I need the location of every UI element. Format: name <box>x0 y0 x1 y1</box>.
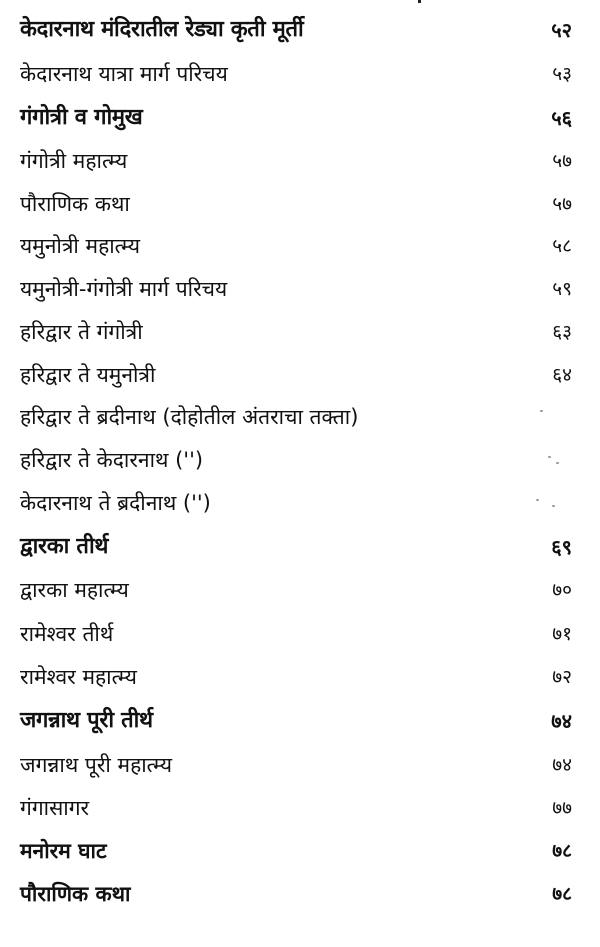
toc-entry-title: हरिद्वार ते गंगोत्री <box>20 320 143 344</box>
toc-entry <box>0 527 600 567</box>
scan-speck <box>552 505 555 507</box>
toc-entry <box>0 397 600 437</box>
toc-entry-page: ७८ <box>552 840 572 862</box>
toc-entry-title: हरिद्वार ते ब्रदीनाथ (दोहोतील अंतराचा तक्ता) <box>20 405 359 429</box>
toc-entry <box>0 54 600 94</box>
toc-entry-title: द्वारका तीर्थ <box>20 534 109 559</box>
toc-entry <box>0 614 600 654</box>
toc-entry-title: यमुनोत्री-गंगोत्री मार्ग परिचय <box>20 277 228 301</box>
toc-entry-title: केदारनाथ यात्रा मार्ग परिचय <box>20 62 228 86</box>
toc-entry <box>0 355 600 395</box>
toc-entry <box>0 10 600 50</box>
toc-entry-title: रामेश्वर महात्म्य <box>20 665 137 689</box>
scan-speck <box>548 456 551 458</box>
toc-entry-title: गंगोत्री व गोमुख <box>20 105 143 130</box>
toc-entry-title: केदारनाथ ते ब्रदीनाथ ('') <box>20 491 211 515</box>
scan-speck <box>540 410 543 412</box>
toc-entry-page: ५९ <box>552 278 572 300</box>
toc-entry-page: ५७ <box>552 150 572 172</box>
toc-entry-page: ५३ <box>552 63 572 85</box>
toc-entry <box>0 269 600 309</box>
toc-entry-title: रामेश्वर तीर्थ <box>20 622 114 646</box>
toc-entry-page: ६३ <box>552 321 572 343</box>
toc-entry-page: ५७ <box>552 193 572 215</box>
toc-entry <box>0 788 600 828</box>
toc-entry <box>0 570 600 610</box>
toc-entry <box>0 184 600 224</box>
toc-entry <box>0 98 600 138</box>
toc-entry <box>0 831 600 871</box>
toc-entry <box>0 483 600 523</box>
toc-entry <box>0 141 600 181</box>
toc-entry-title: द्वारका महात्म्य <box>20 578 129 602</box>
scan-speck <box>556 462 559 464</box>
toc-entry-title: यमुनोत्री महात्म्य <box>20 234 141 258</box>
toc-entry <box>0 874 600 914</box>
toc-entry-page: ७८ <box>552 883 572 905</box>
toc-entry-page: ७२ <box>552 666 572 688</box>
scan-mark <box>418 0 421 3</box>
toc-entry-title: हरिद्वार ते केदारनाथ ('') <box>20 448 204 472</box>
toc-entry-page: ७४ <box>552 754 572 776</box>
toc-entry <box>0 745 600 785</box>
toc-entry-page: ७७ <box>552 797 572 819</box>
toc-entry <box>0 226 600 266</box>
toc-entry-page: ७१ <box>552 623 572 645</box>
toc-entry-title: हरिद्वार ते यमुनोत्री <box>20 363 156 387</box>
toc-entry <box>0 440 600 480</box>
toc-entry-page: ६९ <box>551 535 572 559</box>
toc-entry-page: ५२ <box>551 18 572 42</box>
toc-entry <box>0 657 600 697</box>
toc-entry-title: केदारनाथ मंदिरातील रेड्या कृती मूर्ती <box>20 17 304 42</box>
toc-entry-title: गंगासागर <box>20 796 90 820</box>
toc-entry-title: पौराणिक कथा <box>20 882 131 906</box>
toc-entry-page: ५८ <box>552 235 572 257</box>
toc-entry-title: पौराणिक कथा <box>20 192 130 216</box>
toc-entry <box>0 701 600 741</box>
toc-entry-page: ५६ <box>551 106 572 130</box>
toc-entry-page: ७० <box>552 579 572 601</box>
toc-entry-title: जगन्नाथ पूरी महात्म्य <box>20 753 173 777</box>
toc-entry-page: ६४ <box>552 364 572 386</box>
scan-speck <box>536 499 539 501</box>
toc-entry-title: जगन्नाथ पूरी तीर्थ <box>20 708 153 733</box>
toc-entry-title: मनोरम घाट <box>20 839 107 863</box>
toc-entry <box>0 312 600 352</box>
toc-entry-title: गंगोत्री महात्म्य <box>20 149 128 173</box>
toc-entry-page: ७४ <box>551 709 572 733</box>
